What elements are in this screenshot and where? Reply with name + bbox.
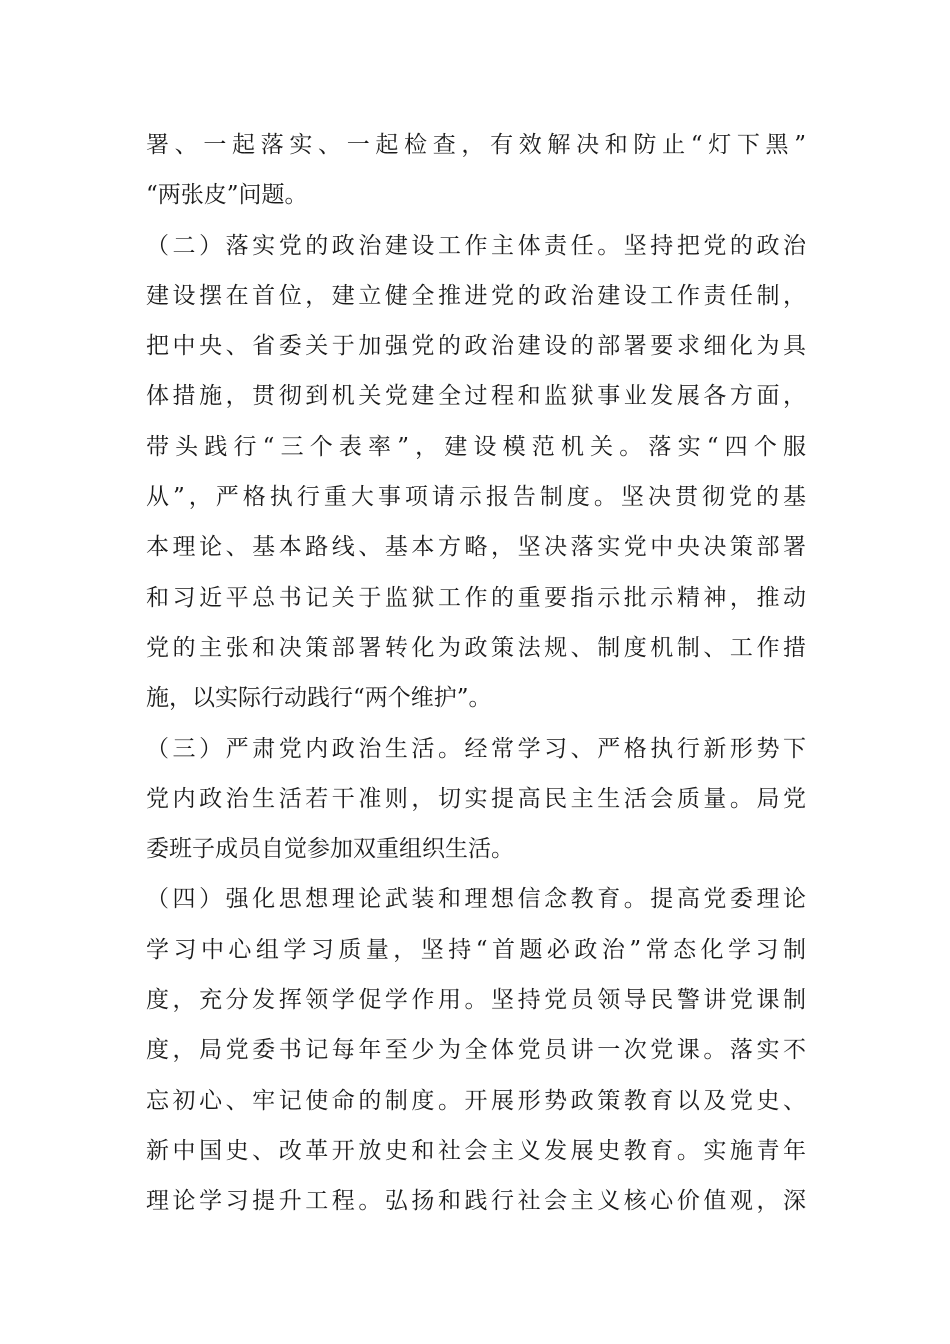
text-line: 理论学习提升工程。弘扬和践行社会主义核心价值观，深 [146, 1188, 806, 1215]
text-line: 党内政治生活若干准则，切实提高民主生活会质量。局党 [146, 785, 806, 812]
text-line: 带头践行“三个表率”，建设模范机关。落实“四个服 [146, 433, 806, 460]
text-line: （二）落实党的政治建设工作主体责任。坚持把党的政治 [146, 232, 806, 259]
text-line: “两张皮”问题。 [146, 182, 308, 209]
text-line: 和习近平总书记关于监狱工作的重要指示批示精神，推动 [146, 584, 806, 611]
text-line: 忘初心、牢记使命的制度。开展形势政策教育以及党史、 [146, 1087, 806, 1114]
text-line: 建设摆在首位，建立健全推进党的政治建设工作责任制， [146, 282, 806, 309]
text-line: 委班子成员自觉参加双重组织生活。 [146, 836, 514, 863]
text-line: 从”，严格执行重大事项请示报告制度。坚决贯彻党的基 [146, 484, 806, 511]
text-line: （四）强化思想理论武装和理想信念教育。提高党委理论 [146, 886, 806, 913]
text-line: （三）严肃党内政治生活。经常学习、严格执行新形势下 [146, 735, 806, 762]
text-line: 党的主张和决策部署转化为政策法规、制度机制、工作措 [146, 634, 806, 661]
text-line: 把中央、省委关于加强党的政治建设的部署要求细化为具 [146, 333, 806, 360]
text-line: 本理论、基本路线、基本方略，坚决落实党中央决策部署 [146, 534, 806, 561]
text-line: 施，以实际行动践行“两个维护”。 [146, 685, 492, 712]
text-line: 新中国史、改革开放史和社会主义发展史教育。实施青年 [146, 1137, 806, 1164]
text-line: 学习中心组学习质量，坚持“首题必政治”常态化学习制 [146, 936, 806, 963]
text-line: 署、一起落实、一起检查，有效解决和防止“灯下黑” [146, 132, 806, 158]
text-line: 度，局党委书记每年至少为全体党员讲一次党课。落实不 [146, 1037, 806, 1064]
text-line: 度，充分发挥领学促学作用。坚持党员领导民警讲党课制 [146, 987, 806, 1014]
text-line: 体措施，贯彻到机关党建全过程和监狱事业发展各方面， [146, 383, 806, 410]
document-body [146, 130, 806, 1237]
